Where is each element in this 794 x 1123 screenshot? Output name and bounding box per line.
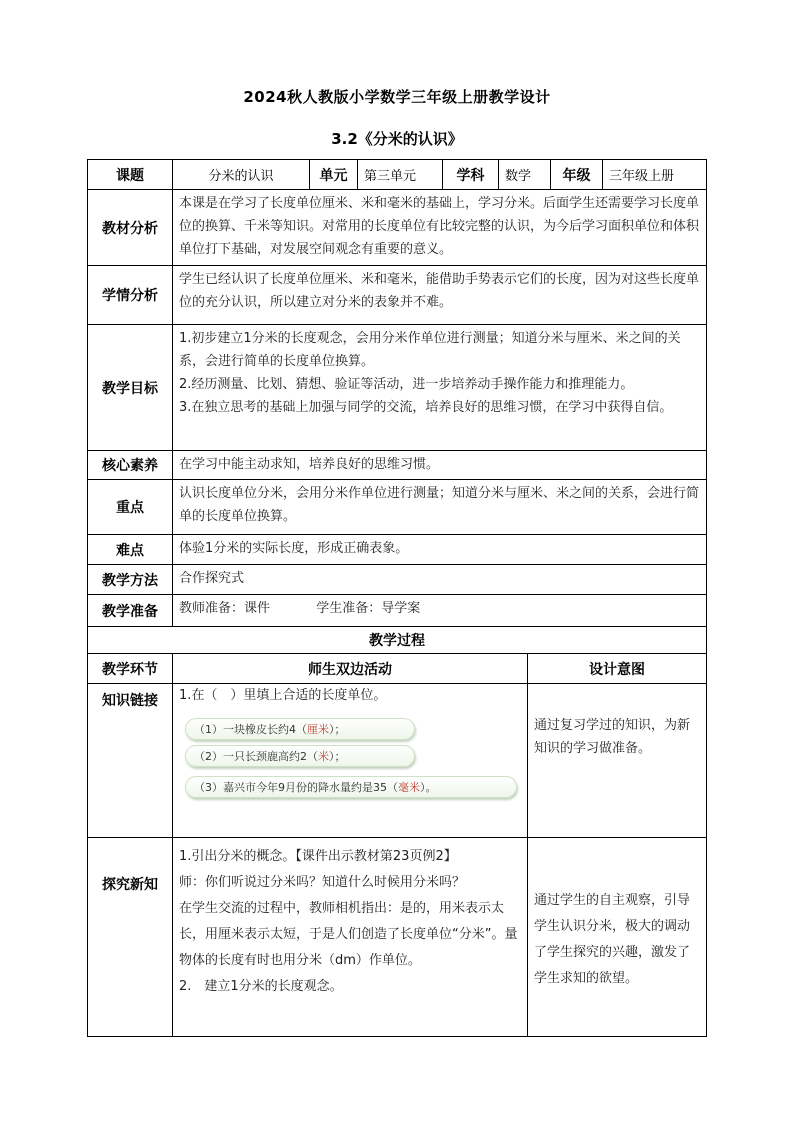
header-row: [88, 160, 706, 190]
exercise-item: （2）一只长颈鹿高约2（米）；: [185, 745, 415, 767]
exercise-item: （3）嘉兴市今年9月份的降水量约是35（毫米）。: [185, 776, 517, 798]
process-heading: 教学过程: [88, 627, 706, 654]
answer-text: 厘米: [307, 723, 329, 736]
teaching-goals-label: 教学目标: [88, 325, 173, 450]
textbook-analysis-text: 本课是在学习了长度单位厘米、米和毫米的基础上，学习分米。后面学生还需要学习长度单位的换算、千米等知识。对常用的长度单位有比较完整的认识，为今后学习面积单位和体积单位打下基础，对发展空间观念有重要的意义。: [179, 196, 700, 257]
grade-value: 三年级上册: [609, 169, 675, 184]
activity-line: 在学生交流的过程中，教师相机指出：是的，用米表示太长，用厘米表示太短，于是人们创造了长度单位“分米”。量物体的长度有时也用分米（dm）作单位。: [179, 901, 518, 968]
goal-item: 3.在独立思考的基础上加强与同学的交流，培养良好的思维习惯，在学习中获得自信。: [179, 400, 673, 415]
difficulty-label: 难点: [88, 535, 173, 564]
student-analysis-row: [88, 266, 706, 325]
student-preparation: 学生准备：导学案: [316, 601, 421, 616]
explore-activity: [173, 838, 528, 1036]
explore-intent: 通过学生的自主观察，引导学生认识分米，极大的调动了学生探究的兴趣，激发了学生求知的欲望。: [534, 893, 691, 986]
knowledge-link-intent: 通过复习学过的知识，为新知识的学习做准备。: [534, 718, 691, 756]
student-analysis-label: 学情分析: [88, 266, 173, 324]
intent-column-header: 设计意图: [589, 661, 645, 678]
teaching-goals-row: [88, 325, 706, 451]
activity-line: 师：你们听说过分米吗？知道什么时候用分米吗？: [179, 875, 466, 890]
process-column-headers: [88, 654, 706, 684]
textbook-analysis-label: 教材分析: [88, 190, 173, 265]
knowledge-link-activity: [173, 684, 528, 837]
method-row: [88, 565, 706, 595]
difficulty-text: 体验1分米的实际长度，形成正确表象。: [179, 541, 409, 556]
teaching-goals-text: [173, 325, 706, 450]
key-point-row: [88, 480, 706, 535]
core-literacy-row: [88, 451, 706, 480]
topic-label: 课题: [88, 160, 173, 189]
activity-line: 2. 建立1分米的长度观念。: [179, 979, 343, 994]
method-label: 教学方法: [88, 565, 173, 594]
topic-value: 分米的认识: [173, 160, 310, 189]
method-text: 合作探究式: [179, 571, 245, 586]
exercise-item: （1）一块橡皮长约4（厘米）；: [185, 718, 415, 740]
subject-label: 学科: [443, 160, 499, 189]
core-literacy-label: 核心素养: [88, 451, 173, 479]
grade-label: 年级: [551, 160, 603, 189]
stage-column-header: 教学环节: [88, 654, 173, 683]
core-literacy-text: 在学习中能主动求知，培养良好的思维习惯。: [179, 457, 440, 472]
answer-text: 毫米: [398, 781, 420, 794]
textbook-analysis-row: [88, 190, 706, 266]
preparation-text: [173, 595, 706, 626]
student-analysis-text: 学生已经认识了长度单位厘米、米和毫米，能借助手势表示它们的长度，因为对这些长度单位的充分认识，所以建立对分米的表象并不难。: [179, 272, 700, 310]
goal-item: 2.经历测量、比划、猜想、验证等活动，进一步培养动手操作能力和推理能力。: [179, 377, 634, 392]
explore-label: 探究新知: [88, 838, 173, 1036]
document-title: 2024秋人教版小学数学三年级上册教学设计: [243, 88, 551, 106]
knowledge-link-instruction: 1.在（ ）里填上合适的长度单位。: [179, 688, 387, 703]
unit-label: 单元: [310, 160, 358, 189]
knowledge-link-row: [88, 684, 706, 838]
difficulty-row: [88, 535, 706, 565]
activity-column-header: 师生双边活动: [173, 654, 528, 683]
preparation-label: 教学准备: [88, 595, 173, 626]
goal-item: 1.初步建立1分米的长度观念，会用分米作单位进行测量；知道分米与厘米、米之间的关系，会进行简单的长度单位换算。: [179, 331, 681, 369]
unit-value: 第三单元: [358, 160, 443, 189]
lesson-title: 3.2《分米的认识》: [331, 130, 463, 148]
key-point-text: 认识长度单位分米，会用分米作单位进行测量；知道分米与厘米、米之间的关系，会进行简单的长度单位换算。: [179, 486, 700, 524]
key-point-label: 重点: [88, 480, 173, 534]
teacher-preparation: 教师准备：课件: [179, 601, 271, 616]
answer-text: 米: [318, 750, 329, 763]
explore-row: [88, 838, 706, 1036]
activity-line: 1.引出分米的概念。【课件出示教材第23页例2】: [179, 849, 457, 864]
preparation-row: [88, 595, 706, 627]
subject-value: 数学: [499, 160, 551, 189]
knowledge-link-label: 知识链接: [88, 684, 173, 837]
lesson-plan-table: [87, 159, 707, 1037]
